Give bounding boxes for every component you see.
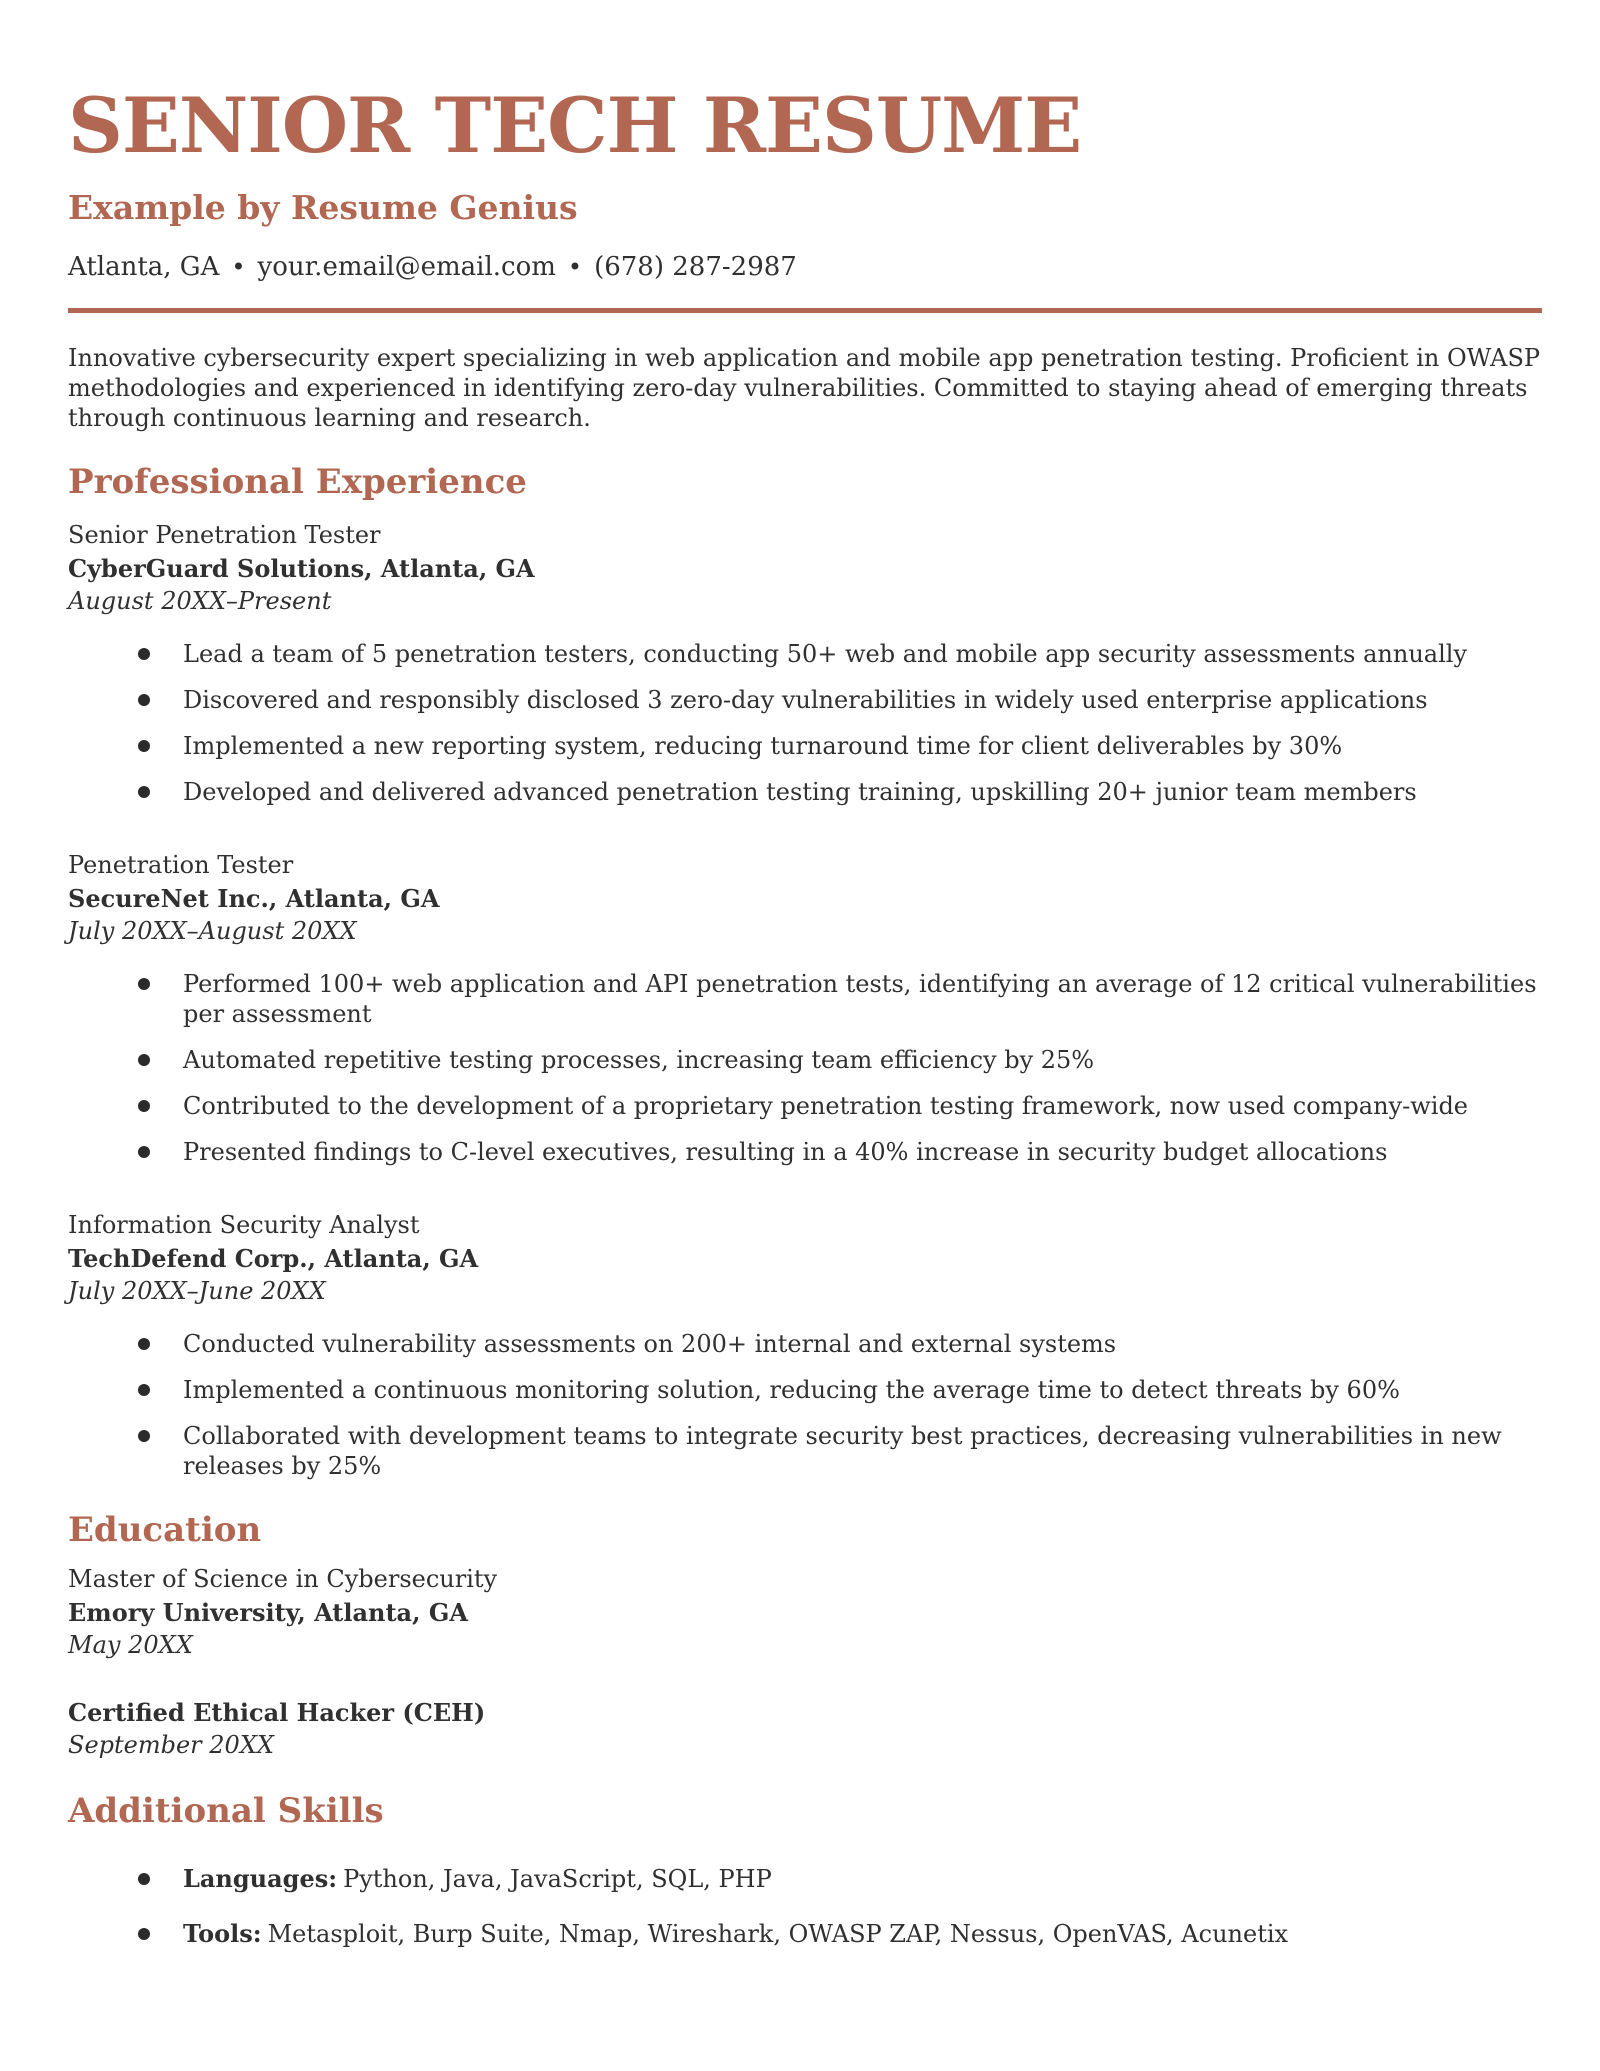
job-company: SecureNet Inc., Atlanta, GA [68,884,440,913]
certification-name: Certified Ethical Hacker (CEH) [68,1698,486,1727]
skill-label: Tools: [183,1919,262,1948]
section-heading-experience: Professional Experience [68,462,527,502]
bullet-text: Implemented a continuous monitoring solution, reducing the average time to detect threats by 60% [183,1376,1400,1404]
job-dates: July 20XX–August 20XX [68,917,357,945]
skill-item [68,1864,1542,1894]
contact-phone: (678) 287-2987 [594,252,797,282]
bullet-dot-icon [138,786,150,798]
skill-item [68,1919,1542,1949]
bullet-dot-icon [138,1430,150,1442]
job-dates: July 20XX–June 20XX [68,1277,326,1305]
bullet-item [68,1329,1542,1359]
job-bullet-list [68,639,1542,807]
bullet-text: Contributed to the development of a proprietary penetration testing framework, now used company-wide [183,1092,1469,1120]
bullet-item [68,1137,1542,1167]
bullet-text: Lead a team of 5 penetration testers, conducting 50+ web and mobile app security assessments annually [183,640,1467,668]
divider-rule [68,308,1542,313]
bullet-dot-icon [138,1928,150,1940]
bullet-dot-icon [138,1384,150,1396]
bullet-item [68,1375,1542,1405]
section-heading-skills: Additional Skills [68,1791,384,1831]
bullet-item [68,1045,1542,1075]
bullet-item [68,1091,1542,1121]
degree-date: May 20XX [68,1631,193,1659]
contact-separator-dot: • [567,253,583,281]
bullet-text: Performed 100+ web application and API penetration tests, identifying an average of 12 critical vulnerabilities per assessment [183,970,1537,1028]
bullet-item [68,1421,1542,1481]
bullet-dot-icon [138,978,150,990]
bullet-dot-icon [138,1146,150,1158]
bullet-item [68,777,1542,807]
bullet-item [68,639,1542,669]
contact-email: your.email@email.com [257,252,556,282]
bullet-dot-icon [138,648,150,660]
bullet-text: Conducted vulnerability assessments on 200+ internal and external systems [183,1330,1117,1358]
contact-line [68,250,1542,284]
job-header [68,849,1542,948]
job-header [68,1209,1542,1308]
bullet-dot-icon [138,1100,150,1112]
bullet-text: Collaborated with development teams to integrate security best practices, decreasing vulnerabilities in new releases by 25% [183,1422,1502,1480]
degree-name: Master of Science in Cybersecurity [68,1565,498,1593]
summary-paragraph: Innovative cybersecurity expert specializing in web application and mobile app penetration testing. Proficient in OWASP methodologies and experienced in identifying zero-day vulnerabilities. Committed to staying ahead of emerging threats through continuous learning and research. [68,344,1541,432]
job-title: Senior Penetration Tester [68,521,381,549]
bullet-text: Automated repetitive testing processes, increasing team efficiency by 25% [183,1046,1095,1074]
job-dates: August 20XX–Present [68,587,332,615]
bullet-item [68,731,1542,761]
contact-separator-dot: • [231,253,246,281]
job-bullet-list [68,969,1542,1167]
bullet-dot-icon [138,694,150,706]
certification-date: September 20XX [68,1731,274,1759]
bullet-item [68,969,1542,1029]
education-degree [68,1563,1542,1662]
skill-value: Python, Java, JavaScript, SQL, PHP [343,1865,772,1893]
job-title: Information Security Analyst [68,1211,420,1239]
bullet-item [68,685,1542,715]
bullet-dot-icon [138,1338,150,1350]
section-heading-education: Education [68,1510,262,1550]
contact-location: Atlanta, GA [68,252,220,282]
job-bullet-list [68,1329,1542,1481]
resume-title: SENIOR TECH RESUME [68,81,1082,170]
bullet-text: Discovered and responsibly disclosed 3 zero-day vulnerabilities in widely used enterprise applications [183,686,1428,714]
bullet-text: Presented findings to C-level executives, resulting in a 40% increase in security budget allocations [183,1138,1388,1166]
job-company: CyberGuard Solutions, Atlanta, GA [68,554,535,583]
skills-list [68,1864,1542,1949]
bullet-text: Developed and delivered advanced penetration testing training, upskilling 20+ junior team members [183,778,1417,806]
education-certification [68,1696,1542,1762]
degree-school: Emory University, Atlanta, GA [68,1598,468,1627]
bullet-dot-icon [138,740,150,752]
bullet-text: Implemented a new reporting system, reducing turnaround time for client deliverables by 30% [183,732,1343,760]
job-header [68,519,1542,618]
skill-label: Languages: [183,1864,338,1893]
job-company: TechDefend Corp., Atlanta, GA [68,1244,479,1273]
skill-value: Metasploit, Burp Suite, Nmap, Wireshark, OWASP ZAP, Nessus, OpenVAS, Acunetix [267,1920,1289,1948]
bullet-dot-icon [138,1873,150,1885]
resume-subtitle: Example by Resume Genius [68,188,578,227]
bullet-dot-icon [138,1054,150,1066]
job-title: Penetration Tester [68,851,294,879]
